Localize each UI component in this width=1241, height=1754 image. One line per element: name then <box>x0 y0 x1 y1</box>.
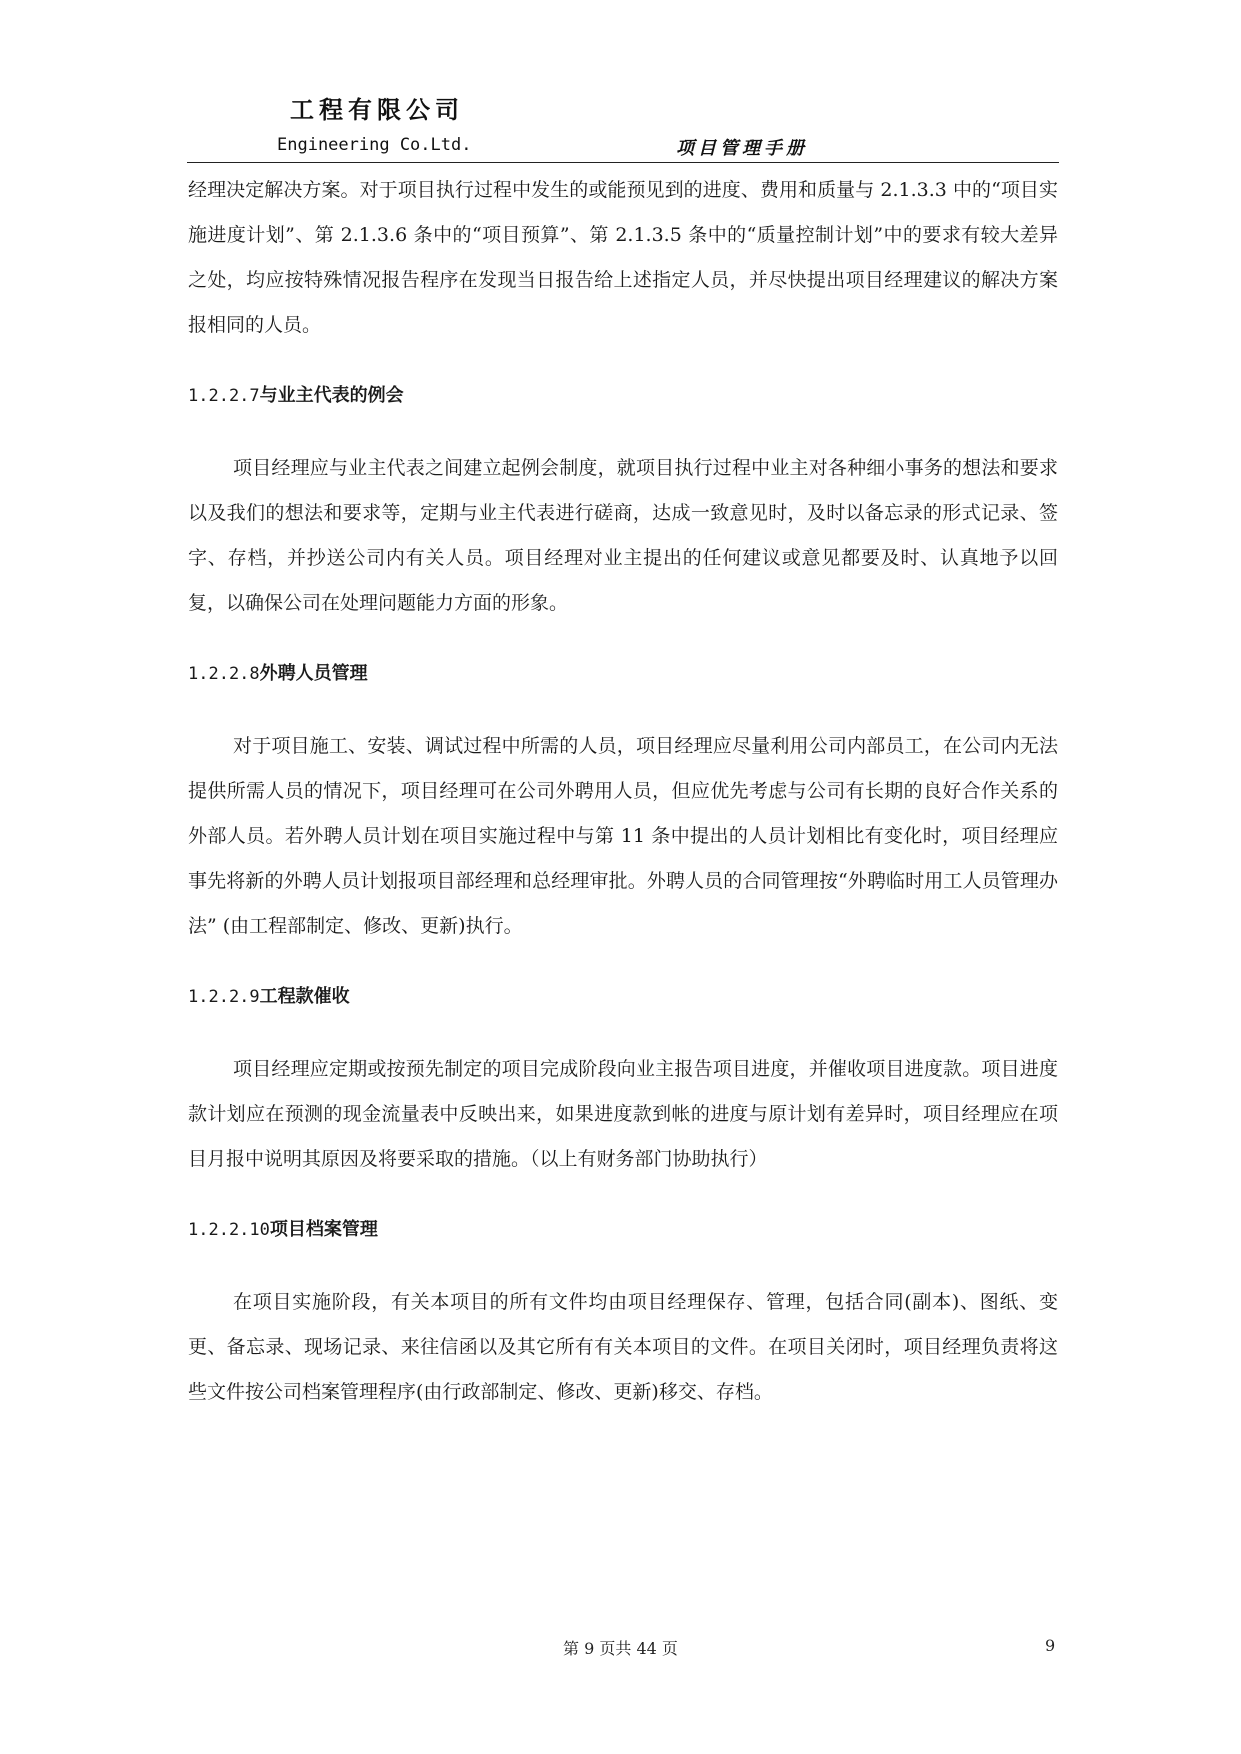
section-number: 1.2.2.8 <box>188 664 260 684</box>
company-name-english: Engineering Co.Ltd. <box>277 135 472 155</box>
intro-paragraph: 经理决定解决方案。对于项目执行过程中发生的或能预见到的进度、费用和质量与 2.1.3.3 中的“项目实施进度计划”、第 2.1.3.6 条中的“项目预算”、第 2.1.3.5 条中的“质量控制计划”中的要求有较大差异之处，均应按特殊情况报告程序在发现当日报告给上述指定人员，并尽快提出项目经理建议的解决方案报相同的人员。 <box>188 179 1058 336</box>
page-count-label: 第 9 页共 44 页 <box>563 1639 678 1658</box>
section-heading <box>188 974 1058 1020</box>
spacer <box>188 1253 1058 1280</box>
section-title: 与业主代表的例会 <box>259 385 404 406</box>
section-number: 1.2.2.10 <box>188 1220 270 1240</box>
section-1-2-2-7 <box>188 373 1058 651</box>
section-1-2-2-9 <box>188 974 1058 1207</box>
spacer <box>188 419 1058 446</box>
section-title: 项目档案管理 <box>269 1219 378 1240</box>
section-1-2-2-8 <box>188 651 1058 974</box>
document-body <box>188 168 1058 1415</box>
spacer <box>188 348 1058 373</box>
page-number: 9 <box>1045 1636 1056 1655</box>
section-paragraph: 项目经理应定期或按预先制定的项目完成阶段向业主报告项目进度，并催收项目进度款。项目进度款计划应在预测的现金流量表中反映出来，如果进度款到帐的进度与原计划有差异时，项目经理应在项目月报中说明其原因及将要采取的措施。（以上有财务部门协助执行） <box>188 1058 1058 1170</box>
section-1-2-2-10 <box>188 1207 1058 1415</box>
spacer <box>188 949 1058 974</box>
header-divider <box>187 162 1059 163</box>
section-number: 1.2.2.9 <box>188 987 260 1007</box>
section-heading <box>188 373 1058 419</box>
section-number: 1.2.2.7 <box>188 386 260 406</box>
section-paragraph: 在项目实施阶段，有关本项目的所有文件均由项目经理保存、管理，包括合同(副本)、图纸、变更、备忘录、现场记录、来往信函以及其它所有有关本项目的文件。在项目关闭时，项目经理负责将这些文件按公司档案管理程序(由行政部制定、修改、更新)移交、存档。 <box>188 1291 1058 1403</box>
section-paragraph: 项目经理应与业主代表之间建立起例会制度，就项目执行过程中业主对各种细小事务的想法和要求以及我们的想法和要求等，定期与业主代表进行磋商，达成一致意见时，及时以备忘录的形式记录、签字、存档，并抄送公司内有关人员。项目经理对业主提出的任何建议或意见都要及时、认真地予以回复，以确保公司在处理问题能力方面的形象。 <box>188 457 1058 614</box>
section-title: 外聘人员管理 <box>259 663 368 684</box>
spacer <box>188 626 1058 651</box>
manual-title: 项目管理手册 <box>676 138 808 159</box>
section-title: 工程款催收 <box>259 986 350 1007</box>
spacer <box>188 1020 1058 1047</box>
section-paragraph: 对于项目施工、安装、调试过程中所需的人员，项目经理应尽量利用公司内部员工，在公司内无法提供所需人员的情况下，项目经理可在公司外聘用人员，但应优先考虑与公司有长期的良好合作关系的外部人员。若外聘人员计划在项目实施过程中与第 11 条中提出的人员计划相比有变化时，项目经理应事先将新的外聘人员计划报项目部经理和总经理审批。外聘人员的合同管理按“外聘临时用工人员管理办法” (由工程部制定、修改、更新)执行。 <box>188 735 1058 937</box>
section-heading <box>188 651 1058 697</box>
spacer <box>188 697 1058 724</box>
company-name: 工程有限公司 <box>290 96 464 124</box>
spacer <box>188 1182 1058 1207</box>
section-heading <box>188 1207 1058 1253</box>
